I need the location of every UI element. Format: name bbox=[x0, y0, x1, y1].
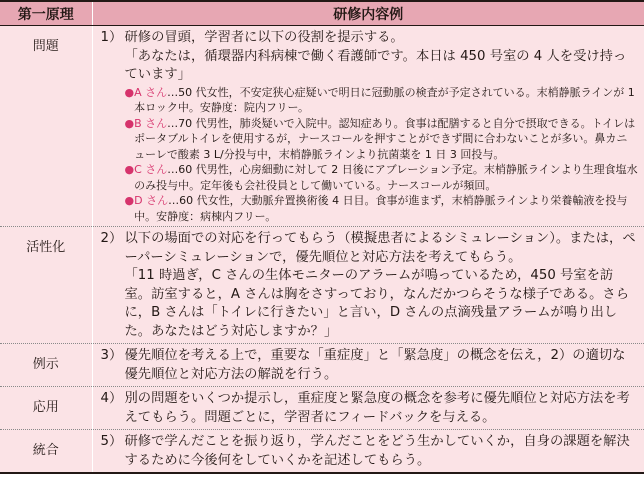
scenario-quote: 「11 時過ぎ，C さんの生体モニターのアラームが鳴っているため，450 号室を訪室。訪室すると，A さんは胸をさすっており，なんだかつらそうな様子である。さらに，B さんは「トイレに行きたい」と言い，D さんの点滴残量アラームが鳴り出した。あなたはどう対応しますか？」 bbox=[124, 268, 630, 339]
item-text: 優先順位を考える上で，重要な「重症度」と「緊急度」の概念を伝え，2）の適切な優先順位と対応方法の解説を行う。 bbox=[124, 348, 626, 382]
principle-cell: 統合 bbox=[0, 430, 92, 474]
patient-desc: …60 代女性，大動脈弁置換術後 4 日目。食事が進まず，末梢静脈ラインより栄養輸液を投与中。安静度：病棟内フリー。 bbox=[134, 194, 628, 223]
principle-cell: 活性化 bbox=[0, 227, 92, 344]
table-header-row bbox=[0, 1, 644, 26]
table-row bbox=[0, 387, 644, 430]
patient-item bbox=[125, 116, 639, 163]
item-text: 以下の場面での対応を行ってもらう（模擬患者によるシミュレーション）。または，ペーパーシミュレーションで，優先順位と対応方法を考えてもらう。 bbox=[124, 231, 636, 265]
table-row bbox=[0, 26, 644, 227]
principle-cell: 応用 bbox=[0, 387, 92, 430]
bullet-icon: ● bbox=[124, 163, 135, 176]
table-row bbox=[0, 430, 644, 474]
patient-desc: …70 代男性，肺炎疑いで入院中。認知症あり。食事は配膳すると自分で摂取できる。トイレはポータブルトイレを使用するが，ナースコールを押すことができず間に合わないことが多い。鼻カニューレで酸素 3 L/分投与中，末梢静脈ラインより抗菌薬を 1 日 3 回投与。 bbox=[134, 116, 636, 161]
item-number: 3） bbox=[100, 348, 123, 363]
patient-name: C さん bbox=[134, 163, 168, 176]
example-cell bbox=[92, 430, 644, 474]
scenario-quote: 「あなたは，循環器内科病棟で働く看護師です。本日は 450 号室の 4 人を受け持っています」 bbox=[124, 48, 627, 82]
patient-name: B さん bbox=[134, 116, 168, 130]
example-cell bbox=[92, 387, 644, 430]
item-number: 5） bbox=[100, 434, 123, 449]
patient-desc: …60 代男性，心房細動に対して 2 日後にアブレーション予定。末梢静脈ラインより生理食塩水のみ投与中。定年後も会社役員として働いている。ナースコールが頻回。 bbox=[134, 163, 638, 192]
patient-item bbox=[125, 193, 639, 224]
item-number: 4） bbox=[100, 391, 123, 406]
item-number: 1） bbox=[100, 30, 123, 45]
patient-name: A さん bbox=[134, 85, 168, 99]
example-cell bbox=[92, 227, 644, 344]
patient-item bbox=[125, 85, 639, 116]
header-principle: 第一原理 bbox=[0, 1, 92, 26]
patient-name: D さん bbox=[134, 194, 169, 207]
item-text: 研修の冒頭，学習者に以下の役割を提示する。 bbox=[124, 30, 404, 45]
table-row bbox=[0, 344, 644, 387]
principle-cell: 問題 bbox=[0, 26, 92, 227]
item-text: 研修で学んだことを振り返り，学んだことをどう生かしていくか，自身の課題を解決するために今後何をしていくかを記述してもらう。 bbox=[124, 434, 630, 468]
header-example: 研修内容例 bbox=[92, 1, 644, 26]
bullet-icon: ● bbox=[124, 85, 135, 99]
bullet-icon: ● bbox=[124, 194, 135, 207]
patient-item bbox=[125, 162, 639, 193]
example-cell bbox=[92, 26, 644, 227]
item-text: 別の問題をいくつか提示し，重症度と緊急度の概念を参考に優先順位と対応方法を考えてもらう。問題ごとに，学習者にフィードバックを与える。 bbox=[124, 391, 630, 425]
bullet-icon: ● bbox=[124, 116, 135, 130]
example-cell bbox=[92, 344, 644, 387]
table-row bbox=[0, 227, 644, 344]
principle-cell: 例示 bbox=[0, 344, 92, 387]
patient-desc: …50 代女性，不安定狭心症疑いで明日に冠動脈の検査が予定されている。末梢静脈ラインが 1 本ロック中。安静度：院内フリー。 bbox=[134, 85, 635, 114]
item-number: 2） bbox=[100, 231, 123, 246]
